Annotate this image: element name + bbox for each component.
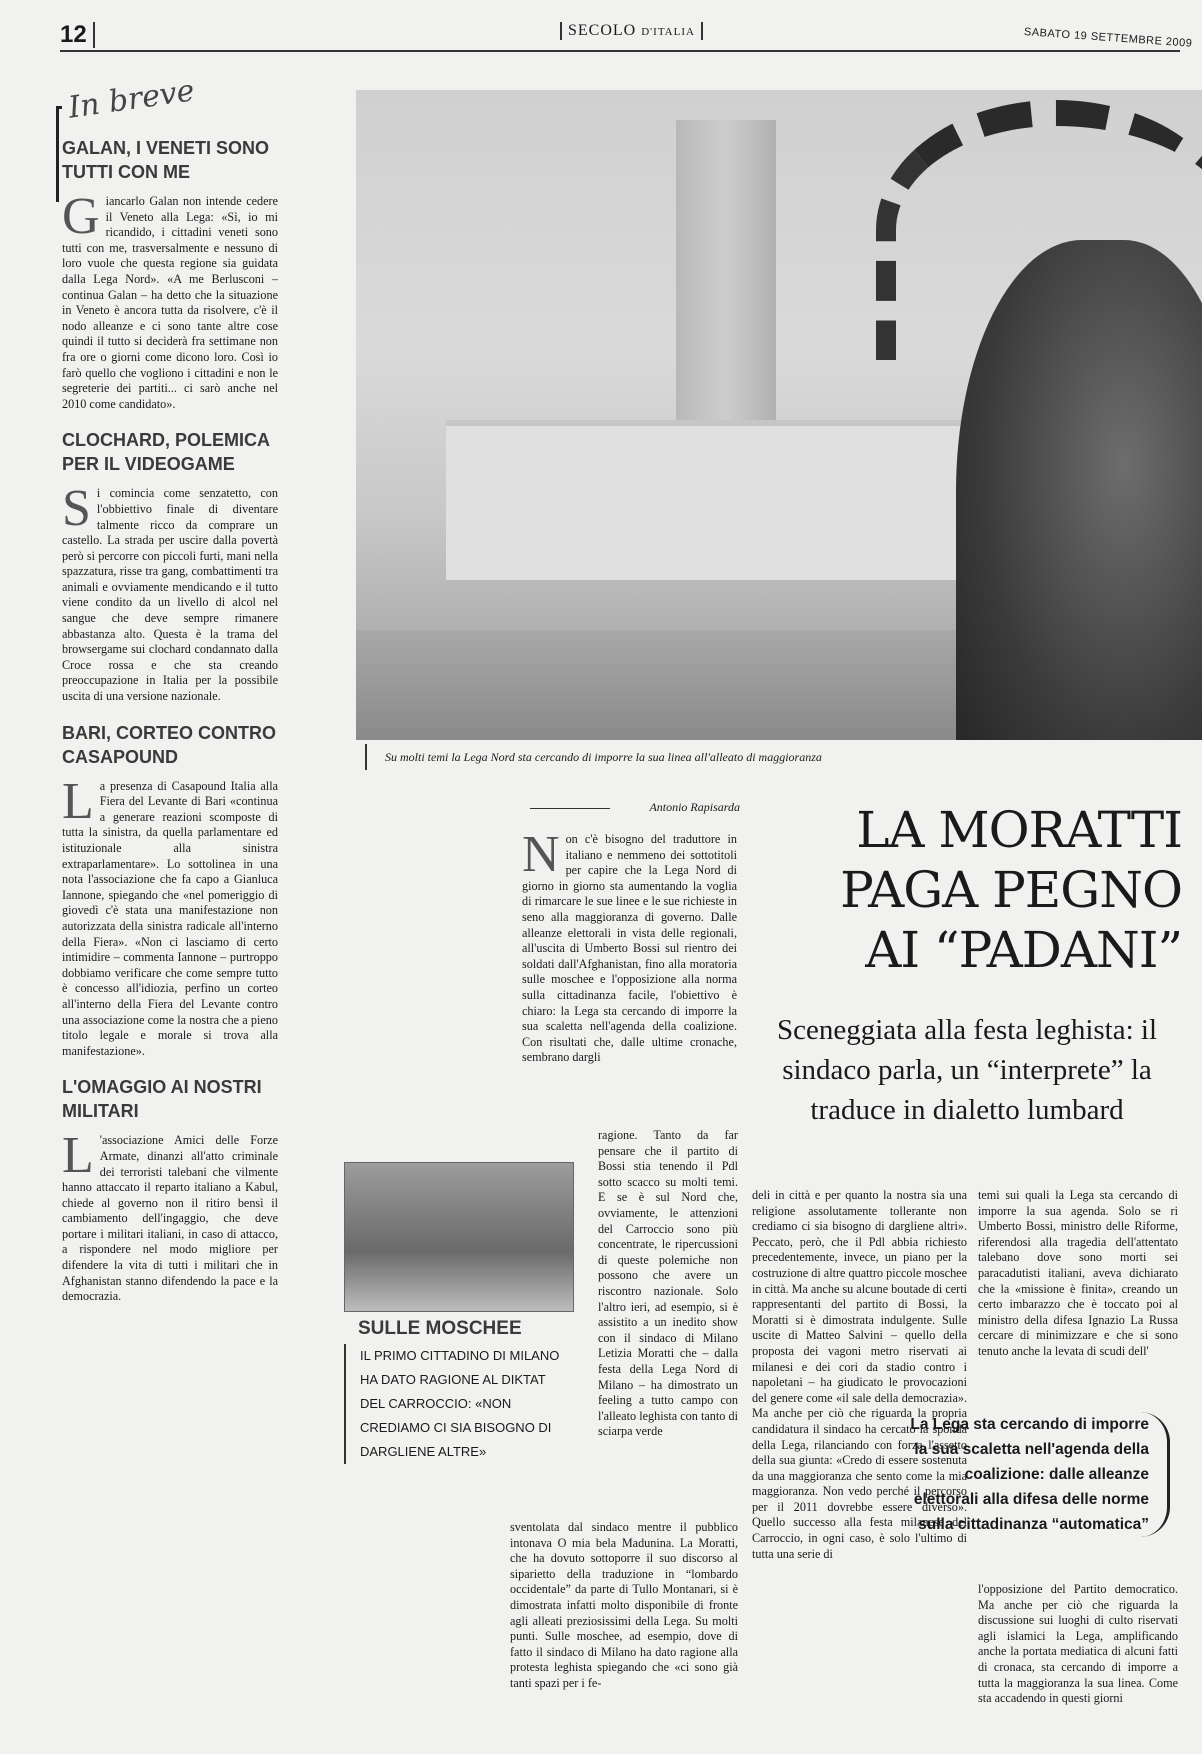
brief-title: L'OMAGGIO AI NOSTRI MILITARI	[62, 1077, 262, 1122]
article-column-2: deli in città e per quanto la nostra sia una religione assolutamente tollerante non crediamo ci sia bisogno di dargliene altri». Peccato, però, che il Pdl abbia richiesto precedentemente, invece, un piano per la costruzione di altre quattro piccole moschee in città. Ma anche su alcune boutade di certi rappresentanti del partito di Bossi, la Moratti si è dimostrata indulgente. Sulle uscite di Matteo Salvini – quello della proposta dei vagoni metro riservati ai milanesi e dei cori da stadio contro i napoletani – ha giudicato le provocazioni del genere come «il sale della democrazia». Ma anche per ciò che riguarda la propria candidatura il sindaco ha cercato la sponda della Lega, rilanciando con forza l'assetto della sua giunta: «Credo di essere sostenuta da una maggioranza che sento come la mia maggioranza. Non vedo perché il percorso per il 2011 dovrebbe essere diverso». Quello successo alla festa milanese del Carroccio, in ogni caso, è solo l'ultimo di tutta una serie di	[752, 1188, 967, 1561]
brief-item	[62, 1075, 278, 1305]
article-column-1-continued: ragione. Tanto da far pensare che il partito di Bossi stia tenendo il Pdl sotto scacco su molti temi. E se è sul Nord che, ovviamente, le attenzioni del Carroccio sono più concentrate, le ripercussioni di queste polemiche non possono che avere un riscontro nazionale. Solo l'altro ieri, ad esempio, si è assistito a un inedito show con il sindaco di Milano Letizia Moratti che – dalla festa della Lega Nord di Milano – ha dimostrato un feeling a tutto campo con l'alleato leghista con tanto di sciarpa verde	[598, 1128, 738, 1439]
subheadline: Sceneggiata alla festa leghista: il sindaco parla, un “interprete” la traduce in dialetto lumbard	[776, 1014, 1158, 1126]
brief-title: BARI, CORTEO CONTRO CASAPOUND	[62, 722, 276, 767]
photo-caption: Su molti temi la Lega Nord sta cercando di imporre la sua linea all'alleato di maggioranza	[365, 744, 1165, 770]
drop-cap: S	[62, 480, 91, 538]
sidebar-photo	[344, 1162, 574, 1312]
in-breve-label: In breve	[66, 73, 197, 126]
brief-title: CLOCHARD, POLEMICA PER IL VIDEOGAME	[62, 430, 270, 475]
brief-title: GALAN, I VENETI SONO TUTTI CON ME	[62, 138, 270, 182]
article-column-3-bottom: l'opposizione del Partito democratico. Ma anche per ciò che riguarda la discussione sui luoghi di culto riservati agli islamici la Lega, amplificando anche la portata mediatica di alcuni fatti di cronaca, sta cercando di imporre a tutta la maggioranza la sua linea. Come sta accadendo in questi giorni	[978, 1582, 1178, 1706]
mosque-sidebar-box	[344, 1162, 574, 1464]
masthead	[560, 22, 703, 40]
byline: Antonio Rapisarda	[530, 800, 740, 815]
photo-palace	[446, 420, 966, 580]
page-number: 12	[60, 22, 95, 48]
drop-cap: N	[522, 826, 560, 883]
masthead-subtitle: D'ITALIA	[641, 26, 695, 38]
photo-costumed-man	[956, 240, 1202, 740]
brief-item	[62, 136, 278, 412]
issue-date: SABATO 19 SETTEMBRE 2009	[1023, 26, 1193, 50]
drop-cap: L	[62, 772, 94, 830]
brief-item	[62, 721, 278, 1060]
sidebar-text: IL PRIMO CITTADINO DI MILANO HA DATO RAGIONE AL DIKTAT DEL CARROCCIO: «NON CREDIAMO CI SIA BISOGNO DI DARGLIENE ALTRE»	[344, 1344, 574, 1464]
article-column-1-bottom: sventolata dal sindaco mentre il pubblico intonava O mia bela Madunina. La Moratti, che ha dovuto sottoporre il suo discorso al siparietto della traduzione in “lombardo occidentale” da parte di Tullo Montanari, si è dimostrata infatti molto disponibile di fronte agli alleati preziosissimi della Lega. Su molti punti. Sulle moschee, ad esempio, dove di fatto il sindaco di Milano ha dato ragione alla protesta leghista spiegando che «ci sono già tanti spazi per i fe-	[510, 1520, 738, 1690]
brief-body: L 'associazione Amici delle Forze Armate, dinanzi all'atto criminale dei terroristi talebani che vilmente hanno attaccato il reparto italiano a Kabul, chiede al governo non il ritiro bensì il cambiamento dell'ingaggio, che deve portare i militari italiani, in caso di attacco, a rispondere nel modo migliore per difendere la vita di tutti i militari che in Afghanistan stanno difendendo la pace e la democrazia.	[62, 1127, 278, 1304]
main-photo	[356, 90, 1202, 740]
sidebar-title: SULLE MOSCHEE	[358, 1318, 522, 1339]
headline: LA MORATTI PAGA PEGNO AI “PADANI”	[840, 801, 1182, 979]
brief-body: La presenza di Casapound Italia alla Fiera del Levante di Bari «continua a generare reazioni scomposte di tutta la sinistra, da quella parlamentare ed istituzionale alla sinistra extraparlamentare». Lo sottolinea in una nota l'associazione che fa capo a Gianluca Iannone, spiegando che «nel pomeriggio di giovedì c'è stata una manifestazione non autorizzata della sinistra radicale all'interno della Fiera». «Non ci lasciamo di certo intimidire – commenta Iannone – purtroppo dobbiamo verificare che come sempre tutto è concesso all'idiozia, perfino un corteo all'interno della Fiera del Levante contro una associazione come la nostra che a pieno titolo legale e morale si trova alla manifestazione».	[62, 772, 278, 1058]
brief-body: Si comincia come senzatetto, con l'obbiettivo finale di diventare talmente ricco da comprare un castello. La strada per uscire dalla povertà però si percorre con piccoli furti, mani nella spazzatura, risse tra gang, combattimenti tra animali e ovviamente mendicando e il tutto viene condito da un livello di alcol nel sangue che deve sempre rimanere abbastanza alto. Questa è la trama del browsergame sui clochard condannato dalla Croce rossa e che sta creando preoccupazione in Italia per la possibile uscita di una versione nazionale.	[62, 480, 278, 704]
pull-quote: La Lega sta cercando di imporre la sua scaletta nell'agenda della coalizione: dalle alleanze elettorali alla difesa delle norme sulla cittadinanza “automatica”	[900, 1412, 1170, 1537]
masthead-title: SECOLO	[568, 22, 637, 39]
brief-body: Giancarlo Galan non intende cedere il Veneto alla Lega: «Sì, io mi ricandido, i cittadini veneti sono tutti con me, trasversalmente e nessuno di loro vuole che questa regione sia guidata dalla Lega Nord». «A me Berlusconi – continua Galan – ha detto che la situazione in Veneto è ancora tutta da risolvere, c'è il nodo alleanze e ci sono tante altre cose quindi il tutto si deciderà fra settimane non fra ore o giorni come dicono loro. Così io farò quello che vogliono i cittadini e non le segreterie dei partiti... ci sarò anche nel 2010 come candidato».	[62, 188, 278, 411]
drop-cap: L	[62, 1127, 94, 1185]
brief-item	[62, 428, 278, 704]
article-column-1: Non c'è bisogno del traduttore in italiano e nemmeno dei sottotitoli per capire che la Lega Nord di giorno in giorno sta aumentando la voglia di rimarcare le sue linee e le sue richieste in seno alla maggioranza di governo. Dalle alleanze elettorali in vista delle regionali, all'uscita di Umberto Bossi sul rientro dei soldati dall'Afghanistan, fino alla moratoria sulle moschee e l'opposizione alla norma sulla cittadinanza facile, l'obiettivo è chiaro: la Lega sta cercando di imporre la sua scaletta nell'agenda della coalizione. Con risultati che, dalle ultime cronache, sembrano dargli	[522, 826, 737, 1065]
drop-cap: G	[62, 188, 100, 245]
header-rule	[60, 50, 1180, 52]
briefs-column	[62, 92, 278, 1321]
article-column-3: temi sui quali la Lega sta cercando di imporre la sua agenda. Solo se ri Umberto Bossi, ministro delle Riforme, riferendosi alla tragedia dell'attentato talebano dove sono morti sei paracadutisti italiani, aveva dichiarato che la «missione è finita», creando un certo imbarazzo che è toccato poi al ministro della difesa Ignazio La Russa cercare di minimizzare e che si sono tenuto anche la levata di scudi dell'	[978, 1188, 1178, 1358]
